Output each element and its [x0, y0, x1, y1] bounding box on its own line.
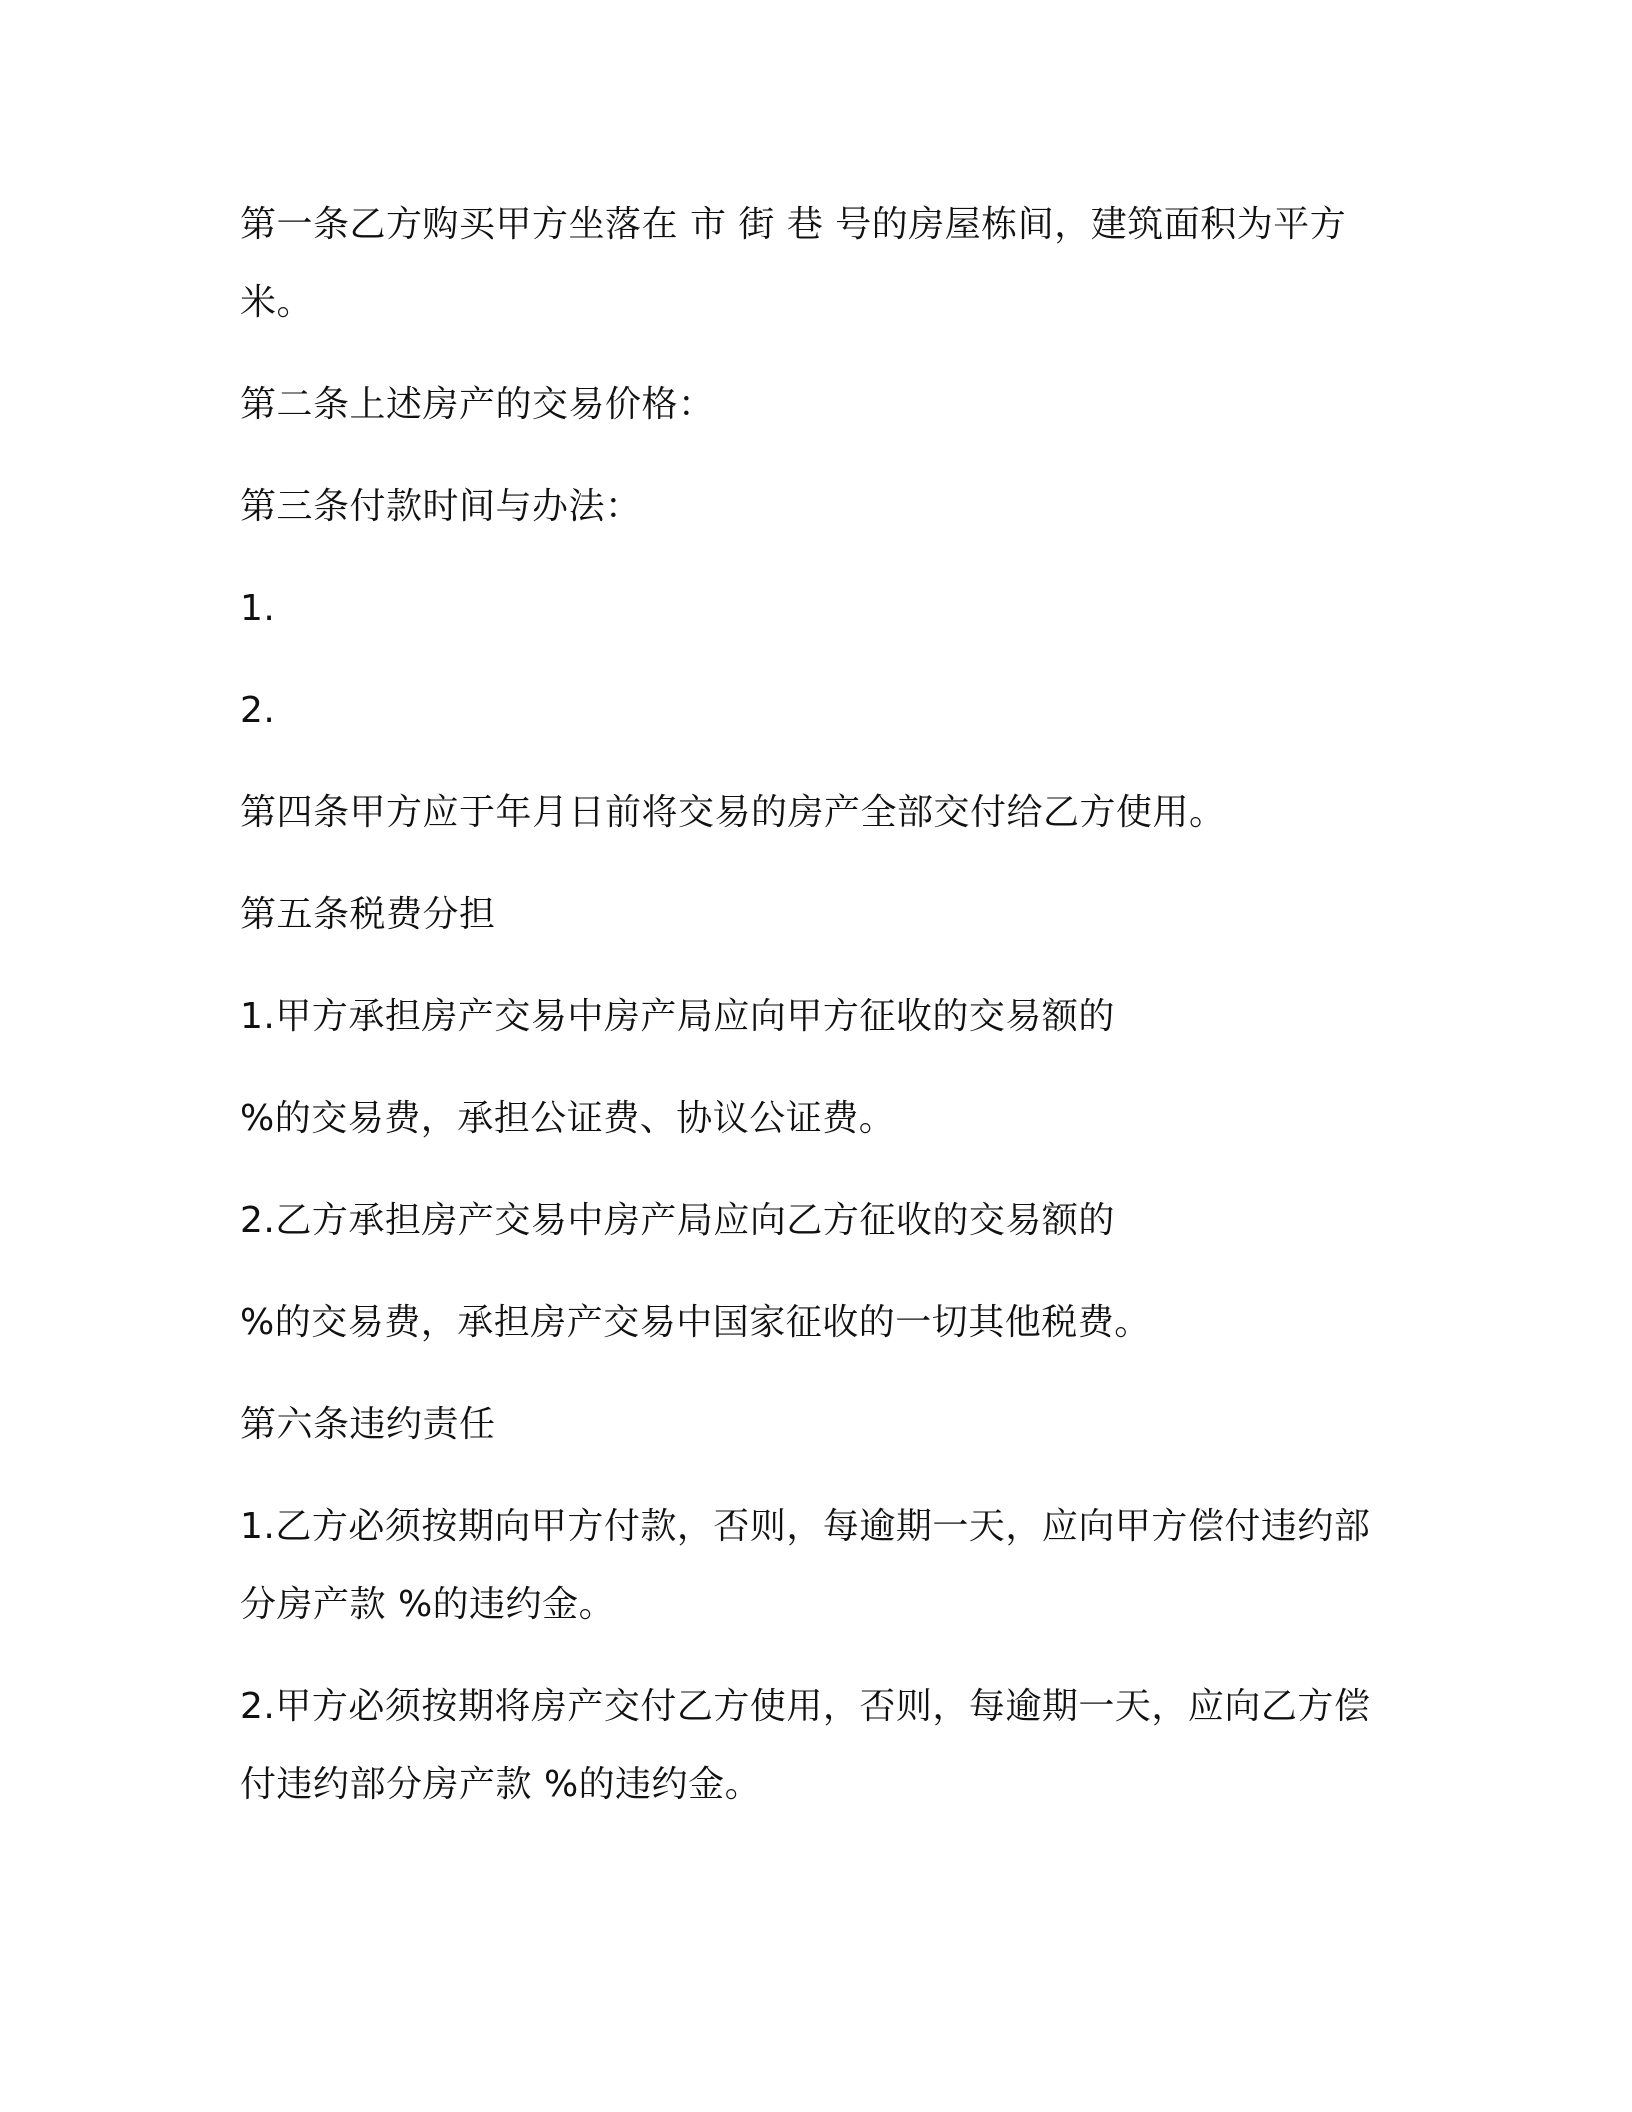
article-3-item-1: 1.	[240, 588, 276, 629]
article-5-heading: 第五条税费分担	[240, 894, 496, 935]
article-5-item-1-line-2: %的交易费，承担公证费、协议公证费。	[240, 1098, 896, 1139]
article-6-heading: 第六条违约责任	[240, 1404, 496, 1445]
article-5-item-2-line-2: %的交易费，承担房产交易中国家征收的一切其他税费。	[240, 1302, 1151, 1343]
article-3-item-2: 2.	[240, 690, 276, 731]
article-5-item-1-line-1: 1.甲方承担房产交易中房产局应向甲方征收的交易额的	[240, 996, 1115, 1037]
article-3-paragraph: 第三条付款时间与办法：	[240, 486, 642, 527]
article-6-item-1: 1.乙方必须按期向甲方付款，否则，每逾期一天，应向甲方偿付违约部分房产款 %的违约金。	[240, 1506, 1371, 1625]
article-4-paragraph: 第四条甲方应于年月日前将交易的房产全部交付给乙方使用。	[240, 792, 1226, 833]
article-1-paragraph: 第一条乙方购买甲方坐落在 市 街 巷 号的房屋栋间，建筑面积为平方米。	[240, 204, 1347, 323]
article-2-paragraph: 第二条上述房产的交易价格：	[240, 384, 715, 425]
document-body	[240, 186, 1380, 1848]
article-6-item-2: 2.甲方必须按期将房产交付乙方使用，否则，每逾期一天，应向乙方偿付违约部分房产款 %的违约金。	[240, 1686, 1371, 1805]
article-5-item-2-line-1: 2.乙方承担房产交易中房产局应向乙方征收的交易额的	[240, 1200, 1115, 1241]
